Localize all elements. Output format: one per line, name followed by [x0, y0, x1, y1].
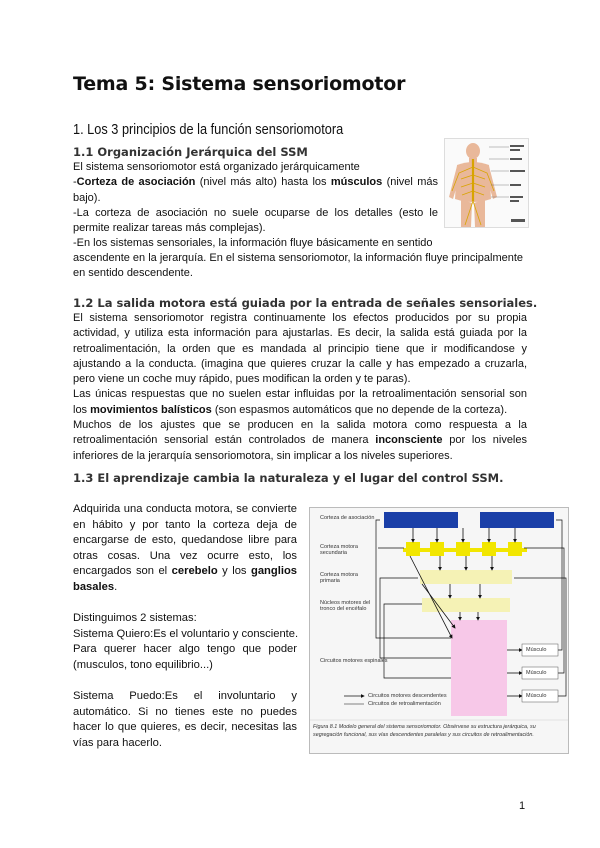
text-line: ajustando a la conducta. (imagina que quieres cruzar la calle y has empezado a cruzarla,	[73, 357, 527, 370]
text-line: inferiores de la jerarquía sensoriomotora, sin implicar a los niveles superiores.	[73, 449, 453, 462]
paragraph-1-1	[73, 160, 438, 252]
text-line: -La corteza de asociación no suele ocuparse de los detalles (esto le	[73, 206, 438, 219]
paragraph-1-2	[73, 311, 527, 464]
text-line: Sistema Quiero:Es el voluntario y consciente.	[73, 627, 299, 640]
label-primary-motor-cortex: Corteza motora primaria	[320, 572, 358, 584]
text-line: otras cosas. Una vez ocurre esto, los	[73, 549, 297, 562]
label-spinal-circuits: Circuitos motores espinales	[320, 658, 388, 664]
text-line: bajo).	[73, 191, 101, 204]
text-line: basales.	[73, 580, 118, 593]
text-line: permite realizar tareas más complejas).	[73, 222, 266, 235]
label-association-cortex: Corteza de asociación	[320, 515, 375, 521]
paragraph-1-3	[73, 502, 297, 752]
text-line: en sentido descendente.	[73, 267, 193, 280]
text-line: Muchos de los ajustes que se producen en la salida motora como respuesta a la	[73, 419, 527, 432]
label-brainstem-nuclei: Núcleos motores del tronco del encéfalo	[320, 600, 371, 612]
subheading-1-3: 1.3 El aprendizaje cambia la naturaleza y el lugar del control SSM.	[73, 471, 504, 485]
page-number: 1	[519, 800, 526, 812]
text-line: retroalimentación, la orden que es mandada al principio tiene que ir modificandose y	[73, 342, 527, 355]
text-line: El sistema sensoriomotor está organizado jerárquicamente	[73, 161, 360, 173]
section-heading: 1. Los 3 principios de la función sensoriomotora	[73, 122, 344, 138]
text-line: los movimientos balísticos (son espasmos automáticos que no depende de la corteza).	[73, 403, 508, 416]
text-line: ascendente en la jerarquía. En el sistema sensoriomotor, la información fluye principalmente	[73, 252, 524, 264]
text-line: hacer lo que quieres, es decir, necesitas las	[73, 721, 297, 734]
text-line: (musculos, tono equilibrio...)	[73, 658, 213, 671]
text-line: Las únicas respuestas que no suelen estar influidas por la retroalimentación sensorial son	[73, 388, 527, 401]
text-line: encargarse de esto, quedandose libre para	[73, 534, 297, 547]
figure-caption: Figura 8.1 Modelo general del sistema sensoriomotor. Obsérvese su estructura jerárquica, su segregación funcional, sus vías descendentes paralelas y sus circuitos de retroalimentación.	[313, 724, 536, 738]
text-line: Adquirida una conducta motora, se convierte	[73, 503, 297, 515]
text-line: en hábito y por tanto la corteza deja de	[73, 518, 297, 531]
nervous-system-figure	[444, 138, 529, 228]
text-line: Sistema Puedo:Es el involuntario y	[73, 690, 297, 703]
subheading-1-2: 1.2 La salida motora está guiada por la entrada de señales sensoriales.	[73, 296, 538, 310]
text-line: automático. Si no tienes este no puedes	[73, 705, 297, 718]
paragraph-1-1-cont	[73, 251, 533, 282]
text-line: encargados son el cerebelo y los ganglios	[73, 565, 297, 578]
text-line: vías para hacerlo.	[73, 736, 162, 749]
legend-feedback: Circuitos de retroalimentación	[368, 701, 441, 707]
label-muscle: Músculo	[526, 670, 547, 676]
page-title: Tema 5: Sistema sensoriomotor	[73, 73, 406, 95]
text-line: Para querer hacer algo tengo que poder	[73, 643, 297, 656]
text-line: pero viene un coche muy rápido, pues modifican la orden y te paras).	[73, 373, 411, 386]
label-muscle: Músculo	[526, 647, 547, 653]
text-line: -Corteza de asociación (nivel más alto) hasta los músculos (nivel más	[73, 176, 438, 189]
text-line: -En los sistemas sensoriales, la información fluye básicamente en sentido	[73, 237, 433, 250]
text-line: actividad, y utiliza esta información para ajustarlas. Es decir, la salida está guiada por la	[73, 327, 527, 340]
legend-descending: Circuitos motores descendentes	[368, 693, 447, 699]
label-muscle: Músculo	[526, 693, 547, 699]
text-line: retroalimentación sensorial están controlados de manera inconsciente por los niveles	[73, 434, 527, 447]
label-secondary-motor-cortex: Corteza motora secundaria	[320, 544, 358, 556]
sensorimotor-hierarchy-diagram	[309, 507, 569, 754]
subheading-1-1: 1.1 Organización Jerárquica del SSM	[73, 145, 308, 159]
text-line: Distinguimos 2 sistemas:	[73, 612, 197, 625]
text-line: El sistema sensoriomotor registra continuamente los efectos producidos por su propia	[73, 312, 527, 324]
